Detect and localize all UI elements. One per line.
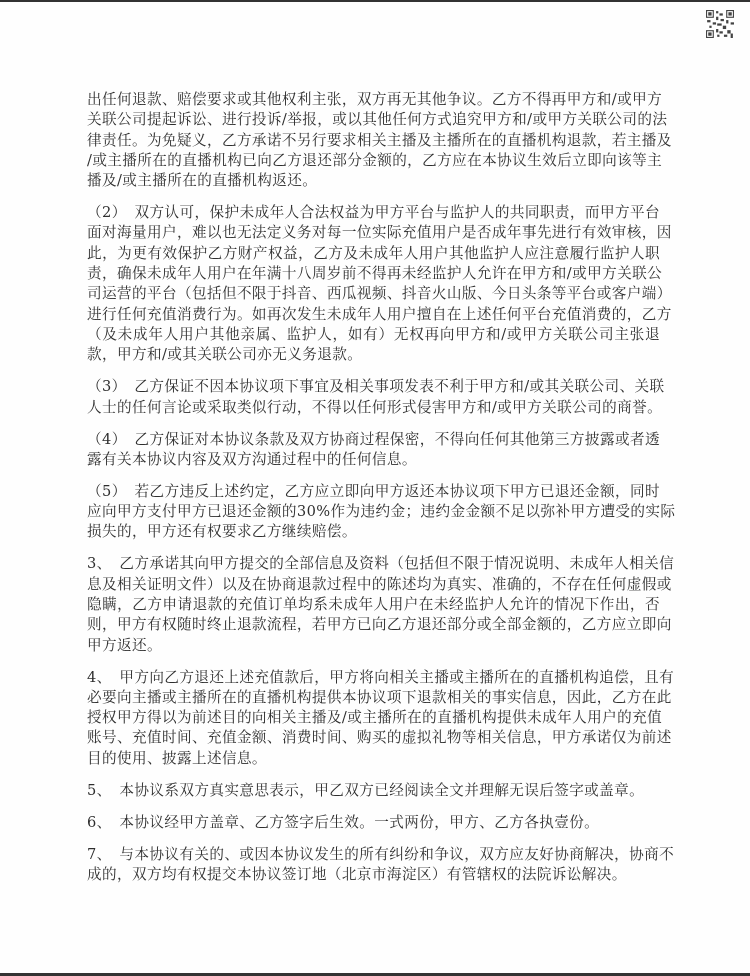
clause-text-line: 面对海量用户，难以也无法定义务对每一位实际充值用户是否成年事先进行有效审核，因 <box>87 224 672 242</box>
clause-text-line: （2） 双方认可，保护未成年人合法权益为甲方平台与监护人的共同职责，而甲方平台 <box>87 204 660 222</box>
clause-text-line: 必要向主播或主播所在的直播机构提供本协议项下退款相关的事实信息，因此，乙方在此 <box>87 688 672 706</box>
clause-text-line: 成的，双方均有权提交本协议签订地（北京市海淀区）有管辖权的法院诉讼解决。 <box>87 865 627 883</box>
clause-text-line: 4、 甲方向乙方退还上述充值款后，甲方将向相关主播或主播所在的直播机构追偿，且有 <box>87 668 675 686</box>
clause-text-line: （及未成年人用户其他亲属、监护人，如有）无权再向甲方和/或甲方关联公司主张退 <box>87 325 660 343</box>
clause-text-line: 律责任。为免疑义，乙方承诺不另行要求相关主播及主播所在的直播机构退款，若主播及 <box>87 131 672 149</box>
clause-text-line: （3） 乙方保证不因本协议项下事宜及相关事项发表不利于甲方和/或其关联公司、关联 <box>87 378 665 396</box>
clause-text-line: 授权甲方得以为前述目的向相关主播及/或主播所在的直播机构提供未成年人用户的充值 <box>87 709 663 727</box>
agreement-document-body <box>87 90 676 897</box>
clause-text-line: 账号、充值时间、充值金额、消费时间、购买的虚拟礼物等相关信息，甲方承诺仅为前述 <box>87 729 672 747</box>
clause-text-line: 则，甲方有权随时终止退款流程，若甲方已向乙方退还部分或全部金额的，乙方应立即向 <box>87 616 672 634</box>
clause-paragraph <box>87 668 675 769</box>
clause-paragraph <box>87 554 675 655</box>
clause-paragraph <box>87 203 672 365</box>
clause-text-line: 款，甲方和/或其关联公司亦无义务退款。 <box>87 346 363 364</box>
clause-text-line: /或主播所在的直播机构已向乙方退还部分金额的，乙方应在本协议生效后立即向该等主 <box>87 151 663 169</box>
clause-paragraph <box>87 90 672 191</box>
clause-paragraph <box>87 813 660 833</box>
clause-text-line: 应向甲方支付甲方已退还金额的30%作为违约金；违约金金额不足以弥补甲方遭受的实际 <box>87 503 676 521</box>
clause-text-line: 司运营的平台（包括但不限于抖音、西瓜视频、抖音火山版、今日头条等平台或客户端） <box>87 285 672 303</box>
clause-text-line: （4） 乙方保证对本协议条款及双方协商过程保密，不得向任何其他第三方披露或者透 <box>87 430 660 448</box>
clause-text-line: 5、 本协议系双方真实意思表示，甲乙双方已经阅读全文并理解无误后签字或盖章。 <box>87 781 645 799</box>
clause-text-line: 露有关本协议内容及双方沟通过程中的任何信息。 <box>87 450 417 468</box>
clause-paragraph <box>87 845 675 886</box>
clause-text-line: 目的使用、披露上述信息。 <box>87 749 267 767</box>
clause-text-line: 出任何退款、赔偿要求或其他权利主张，双方再无其他争议。乙方不得再甲方和/或甲方 <box>87 91 663 108</box>
clause-text-line: 人士的任何言论或采取类似行动，不得以任何形式侵害甲方和/或甲方关联公司的商誉。 <box>87 398 663 416</box>
clause-text-line: 7、 与本协议有关的、或因本协议发生的所有纠纷和争议，双方应友好协商解决，协商不 <box>87 845 675 863</box>
clause-paragraph <box>87 482 676 543</box>
clause-text-line: 息及相关证明文件）以及在协商退款过程中的陈述均为真实、准确的，不存在任何虚假或 <box>87 575 672 593</box>
clause-text-line: 3、 乙方承诺其向甲方提交的全部信息及资料（包括但不限于情况说明、未成年人相关信 <box>87 555 675 573</box>
clause-paragraph <box>87 781 660 801</box>
clause-paragraph <box>87 430 660 471</box>
clause-text-line: （5） 若乙方违反上述约定，乙方应立即向甲方返还本协议项下甲方已退还金额，同时 <box>87 482 660 500</box>
clause-text-line: 甲方返还。 <box>87 636 162 654</box>
clause-text-line: 关联公司提起诉讼、进行投诉/举报，或以其他任何方式追究甲方和/或甲方关联公司的法 <box>87 111 668 129</box>
clause-text-line: 责，确保未成年人用户在年满十八周岁前不得再未经监护人允许在甲方和/或甲方关联公 <box>87 265 663 283</box>
clause-paragraph <box>87 377 665 418</box>
clause-text-line: 进行任何充值消费行为。如再次发生未成年人用户擅自在上述任何平台充值消费的，乙方 <box>87 305 672 323</box>
scan-top-edge <box>0 0 750 2</box>
qr-code-icon <box>706 10 734 38</box>
clause-text-line: 损失的，甲方还有权要求乙方继续赔偿。 <box>87 523 357 541</box>
clause-text-line: 隐瞒，乙方申请退款的充值订单均系未成年人用户在未经监护人允许的情况下作出，否 <box>87 595 660 613</box>
clause-text-line: 播及/或主播所在的直播机构返还。 <box>87 172 318 190</box>
clause-text-line: 此，为更有效保护乙方财产权益，乙方及未成年人用户其他监护人应注意履行监护人职 <box>87 244 660 262</box>
clause-text-line: 6、 本协议经甲方盖章、乙方签字后生效。一式两份，甲方、乙方各执壹份。 <box>87 813 600 831</box>
